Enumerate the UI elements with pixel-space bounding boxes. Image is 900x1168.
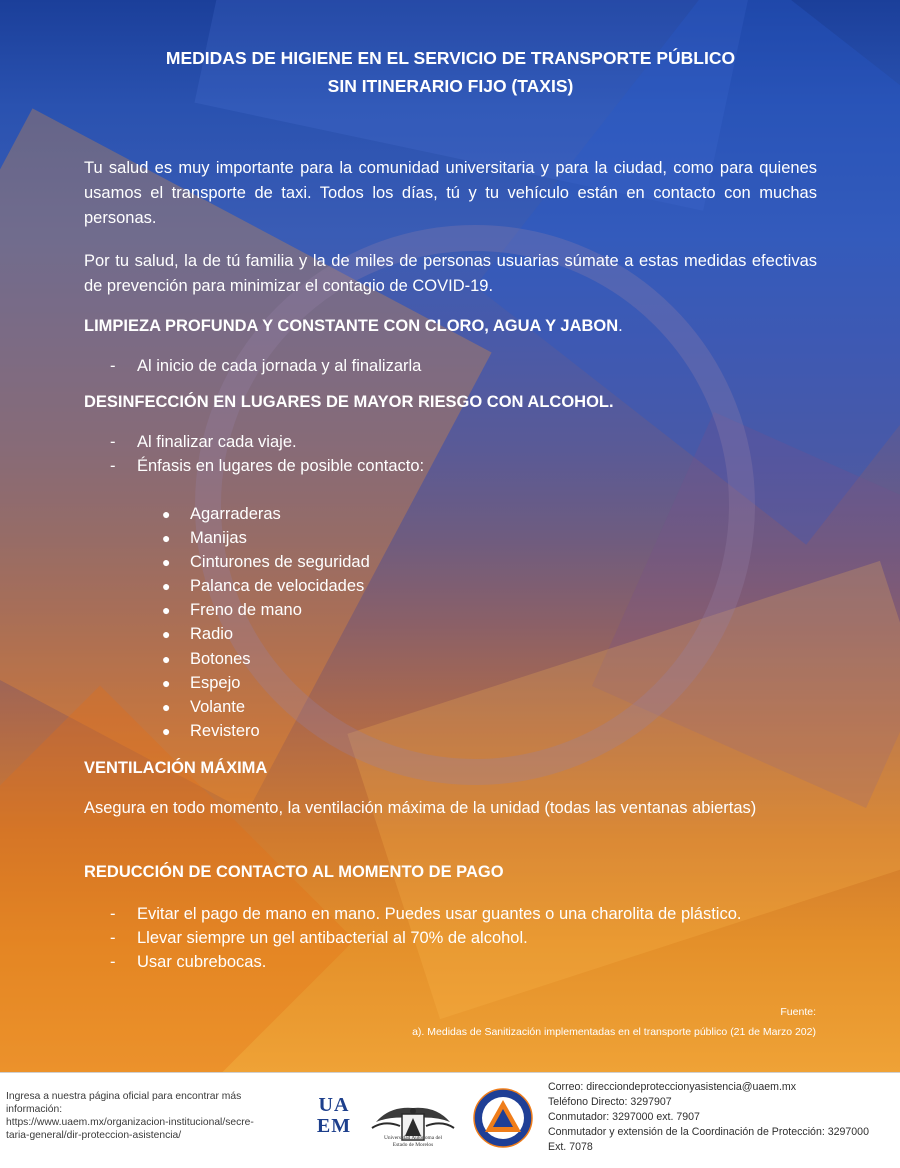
section-heading-cleaning	[84, 314, 817, 338]
list-item-text: Llevar siempre un gel antibacterial al 70% de alcohol.	[137, 929, 528, 947]
section-heading-ventilation: VENTILACIÓN MÁXIMA	[84, 759, 268, 777]
list-item: ● Espejo	[162, 673, 241, 692]
footer-link[interactable]: https://www.uaem.mx/organizacion-institucional/secre-	[6, 1117, 254, 1128]
cleaning-list	[110, 354, 421, 378]
seal-caption-line: Estado de Morelos	[392, 1142, 434, 1148]
contact-points-list	[162, 502, 370, 743]
source-text: a). Medidas de Sanitización implementadas en el transporte público (21 de Marzo 202)	[412, 1026, 816, 1038]
list-item-text: Radio	[190, 625, 234, 644]
list-item: - Al finalizar cada viaje.	[110, 433, 297, 451]
contact-switchboard: Conmutador: 3297000 ext. 7907	[548, 1111, 700, 1123]
section-heading-payment: REDUCCIÓN DE CONTACTO AL MOMENTO DE PAGO	[84, 863, 504, 881]
civil-protection-badge-icon	[472, 1087, 534, 1149]
list-item: ● Radio	[162, 625, 234, 644]
footer-info-line: información:	[6, 1104, 63, 1115]
page-title	[84, 44, 817, 100]
list-item-text: Usar cubrebocas.	[137, 953, 267, 971]
list-item: ● Manijas	[162, 529, 247, 548]
list-item: ● Agarraderas	[162, 505, 281, 523]
seal-caption-line: Universidad Autónoma del	[383, 1135, 443, 1141]
list-item: ● Botones	[162, 649, 251, 668]
footer-info	[6, 1090, 306, 1142]
uaem-logo-bottom: EM	[316, 1115, 352, 1137]
intro-paragraph-2: Por tu salud, la de tú familia y la de miles de personas usuarias súmate a estas medidas efectivas de prevención para minimizar el contagio de COVID-19.	[84, 252, 817, 295]
seal-caption	[366, 1135, 460, 1149]
title-line-1: MEDIDAS DE HIGIENE EN EL SERVICIO DE TRANSPORTE PÚBLICO	[165, 48, 736, 68]
source-label: Fuente:	[780, 1006, 816, 1018]
background-shard	[592, 412, 900, 808]
section-heading-cleaning-period: .	[618, 317, 623, 335]
payment-list	[110, 902, 741, 974]
contact-email[interactable]: Correo: direcciondeproteccionyasistencia@uaem.mx	[548, 1081, 797, 1093]
list-item: ● Cinturones de seguridad	[162, 553, 370, 572]
section-heading-cleaning-text: LIMPIEZA PROFUNDA Y CONSTANTE CON CLORO, AGUA Y JABON	[84, 317, 619, 335]
list-item-text: Revistero	[190, 721, 260, 740]
list-item-text: Freno de mano	[190, 601, 302, 620]
list-item-text: Botones	[190, 649, 251, 668]
section-heading-disinfection: DESINFECCIÓN EN LUGARES DE MAYOR RIESGO CON ALCOHOL.	[84, 393, 614, 411]
list-item: - Llevar siempre un gel antibacterial al 70% de alcohol.	[110, 929, 528, 947]
list-item-text: Cinturones de seguridad	[190, 553, 370, 572]
title-line-2: SIN ITINERARIO FIJO (TAXIS)	[327, 76, 574, 96]
list-item-text: Palanca de velocidades	[190, 577, 365, 596]
list-item: - Usar cubrebocas.	[110, 953, 267, 971]
list-item-text: Volante	[190, 697, 246, 716]
list-item: ● Freno de mano	[162, 601, 302, 620]
list-item-text: Al finalizar cada viaje.	[137, 433, 297, 451]
contact-coordination: Conmutador y extensión de la Coordinación de Protección: 3297000	[548, 1126, 869, 1138]
list-item-text: Espejo	[190, 673, 241, 692]
list-item: - Al inicio de cada jornada y al finalizarla	[110, 357, 422, 375]
list-item: ● Revistero	[162, 721, 260, 740]
contact-extension: Ext. 7078	[548, 1141, 593, 1153]
list-item-text: Agarraderas	[190, 505, 281, 523]
intro-paragraph-1: Tu salud es muy importante para la comunidad universitaria y para la ciudad, como para quienes usamos el transporte de taxi. Todos los días, tú y tu vehículo están en contacto con muchas personas.	[84, 159, 817, 227]
list-item-text: Evitar el pago de mano en mano. Puedes usar guantes o una charolita de plástico.	[137, 905, 742, 923]
contact-phone: Teléfono Directo: 3297907	[548, 1096, 672, 1108]
list-item: - Énfasis en lugares de posible contacto:	[110, 457, 425, 475]
list-item: - Evitar el pago de mano en mano. Puedes usar guantes o una charolita de plástico.	[110, 905, 742, 923]
uaem-logo-top: UA	[318, 1094, 350, 1116]
footer	[0, 1072, 900, 1168]
footer-link[interactable]: taria-general/dir-proteccion-asistencia/	[6, 1130, 182, 1141]
footer-info-line: Ingresa a nuestra página oficial para encontrar más	[6, 1091, 242, 1102]
footer-contact	[548, 1080, 900, 1155]
uaem-logo	[313, 1095, 355, 1141]
ventilation-text: Asegura en todo momento, la ventilación máxima de la unidad (todas las ventanas abiertas)	[84, 799, 757, 817]
list-item: ● Palanca de velocidades	[162, 577, 365, 596]
list-item-text: Al inicio de cada jornada y al finalizarla	[137, 357, 422, 375]
list-item-text: Manijas	[190, 529, 247, 548]
list-item: ● Volante	[162, 697, 246, 716]
list-item-text: Énfasis en lugares de posible contacto:	[137, 457, 425, 475]
disinfection-list	[110, 430, 424, 478]
